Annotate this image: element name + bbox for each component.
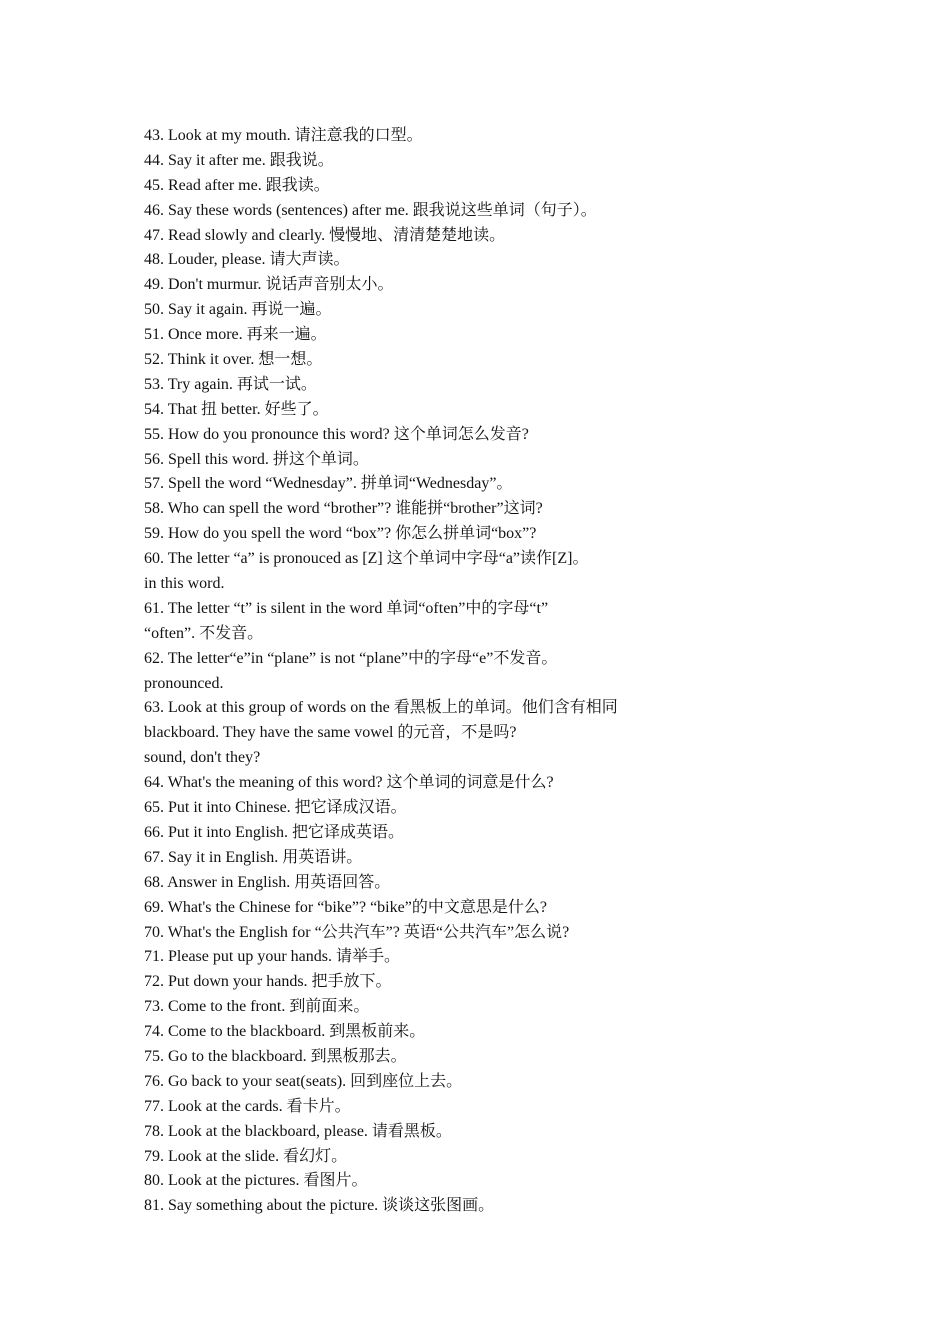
phrase-line-62: 62. The letter“e”in “plane” is not “plane”中的字母“e”不发音。 [144, 649, 558, 667]
phrase-line-66: 66. Put it into English. 把它译成英语。 [144, 823, 405, 841]
phrase-line-57: 57. Spell the word “Wednesday”. 拼单词“Wednesday”。 [144, 475, 513, 493]
phrase-line-45: 45. Read after me. 跟我读。 [144, 176, 330, 194]
phrase-line-60-cont: in this word. [144, 575, 225, 593]
phrase-line-81: 81. Say something about the picture. 谈谈这张图画。 [144, 1197, 495, 1215]
phrase-line-61-cont: “often”. 不发音。 [144, 624, 264, 642]
phrase-line-65: 65. Put it into Chinese. 把它译成汉语。 [144, 799, 407, 817]
phrase-line-60: 60. The letter “a” is pronouced as [Z] 这个单词中字母“a”读作[Z]。 [144, 550, 589, 568]
phrase-line-75: 75. Go to the blackboard. 到黑板那去。 [144, 1047, 407, 1065]
phrase-line-44: 44. Say it after me. 跟我说。 [144, 151, 334, 169]
phrase-line-63: 63. Look at this group of words on the 看黑板上的单词。他们含有相同 [144, 699, 618, 717]
classroom-phrases-list [144, 124, 844, 1219]
phrase-line-76: 76. Go back to your seat(seats). 回到座位上去。 [144, 1072, 463, 1090]
phrase-line-55: 55. How do you pronounce this word? 这个单词怎么发音? [144, 425, 529, 443]
phrase-line-51: 51. Once more. 再来一遍。 [144, 326, 327, 344]
phrase-line-69: 69. What's the Chinese for “bike”? “bike”的中文意思是什么? [144, 898, 547, 916]
phrase-line-68: 68. Answer in English. 用英语回答。 [144, 873, 391, 891]
phrase-line-74: 74. Come to the blackboard. 到黑板前来。 [144, 1023, 426, 1041]
phrase-line-72: 72. Put down your hands. 把手放下。 [144, 973, 392, 991]
phrase-line-47: 47. Read slowly and clearly. 慢慢地、清清楚楚地读。 [144, 226, 506, 244]
phrase-line-79: 79. Look at the slide. 看幻灯。 [144, 1147, 348, 1165]
phrase-line-50: 50. Say it again. 再说一遍。 [144, 301, 332, 319]
phrase-line-49: 49. Don't murmur. 说话声音别太小。 [144, 276, 394, 294]
phrase-line-63-cont-2: sound, don't they? [144, 749, 261, 767]
phrase-line-58: 58. Who can spell the word “brother”? 谁能拼“brother”这词? [144, 500, 543, 518]
phrase-line-78: 78. Look at the blackboard, please. 请看黑板。 [144, 1122, 452, 1140]
phrase-line-63-cont-1: blackboard. They have the same vowel 的元音，不是吗? [144, 724, 517, 742]
phrase-line-59: 59. How do you spell the word “box”? 你怎么拼单词“box”? [144, 525, 537, 543]
phrase-line-46: 46. Say these words (sentences) after me. 跟我说这些单词（句子）。 [144, 201, 597, 219]
phrase-line-67: 67. Say it in English. 用英语讲。 [144, 848, 363, 866]
phrase-line-56: 56. Spell this word. 拼这个单词。 [144, 450, 369, 468]
phrase-line-64: 64. What's the meaning of this word? 这个单词的词意是什么? [144, 774, 554, 792]
phrase-line-62-cont: pronounced. [144, 674, 224, 692]
phrase-line-52: 52. Think it over. 想一想。 [144, 351, 323, 369]
phrase-line-80: 80. Look at the pictures. 看图片。 [144, 1172, 368, 1190]
phrase-line-70: 70. What's the English for “公共汽车”? 英语“公共汽车”怎么说? [144, 923, 570, 941]
phrase-line-54: 54. That 扭 better. 好些了。 [144, 400, 329, 418]
phrase-line-53: 53. Try again. 再试一试。 [144, 375, 317, 393]
phrase-line-61: 61. The letter “t” is silent in the word 单词“often”中的字母“t” [144, 599, 549, 617]
phrase-line-71: 71. Please put up your hands. 请举手。 [144, 948, 400, 966]
phrase-line-48: 48. Louder, please. 请大声读。 [144, 251, 350, 269]
phrase-line-73: 73. Come to the front. 到前面来。 [144, 998, 370, 1016]
phrase-line-43: 43. Look at my mouth. 请注意我的口型。 [144, 127, 423, 144]
phrase-line-77: 77. Look at the cards. 看卡片。 [144, 1097, 351, 1115]
